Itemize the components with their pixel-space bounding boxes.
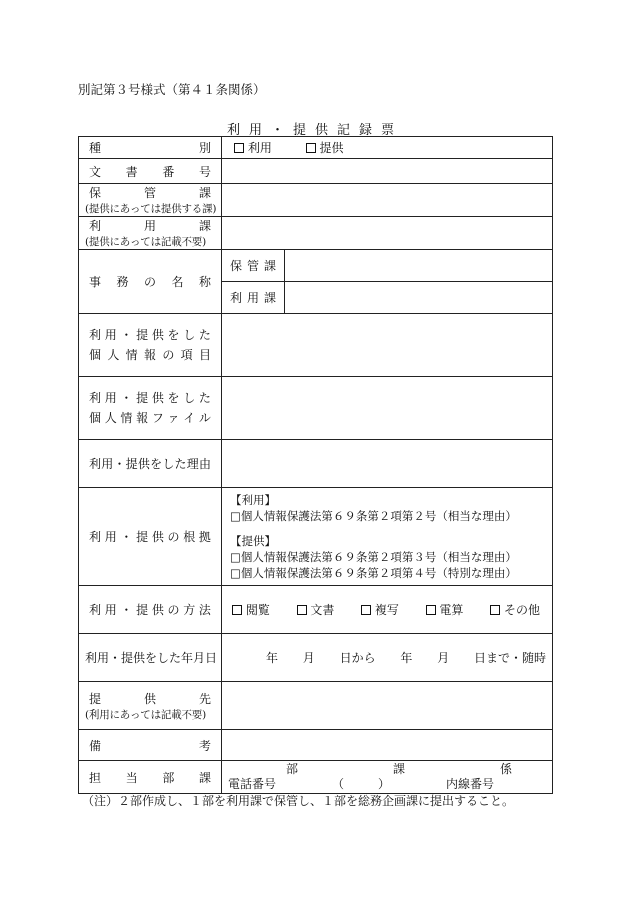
custody-dept-input[interactable] <box>222 184 553 217</box>
user-dept-input[interactable] <box>222 217 553 250</box>
custody-dept-note: (提供にあっては提供する課) <box>85 203 217 215</box>
personal-info-items-row <box>79 314 553 377</box>
basis-provide-option-2[interactable]: □個人情報保護法第６９条第２項第４号（特別な理由） <box>230 566 517 580</box>
kind-label: 種 別 <box>89 141 211 155</box>
method-copy-checkbox[interactable] <box>361 605 371 615</box>
remarks-row <box>79 730 553 761</box>
date-row <box>79 634 553 682</box>
kind-row <box>79 137 553 159</box>
method-copy-label: 複写 <box>374 603 399 617</box>
method-other-label: その他 <box>503 603 540 617</box>
date-month-2: 月 <box>437 651 450 665</box>
method-row <box>79 586 553 634</box>
personal-info-file-input[interactable] <box>222 377 553 440</box>
use-option-label: 利用 <box>247 141 272 155</box>
method-computer-checkbox[interactable] <box>426 605 436 615</box>
recipient-input[interactable] <box>222 682 553 730</box>
affair-custody-sublabel: 保 管 課 <box>230 259 276 273</box>
dept-paren-open: （ <box>331 777 344 791</box>
reason-label: 利 用 ・ 提 供 を し た 理 由 <box>89 457 211 471</box>
user-dept-note: (提供にあっては記載不要) <box>85 236 206 248</box>
date-cell[interactable] <box>222 634 553 682</box>
recipient-label: 提 供 先 <box>89 691 211 706</box>
date-from: 日から <box>339 651 376 665</box>
legal-basis-label: 利 用 ・ 提 供 の 根 拠 <box>89 530 211 544</box>
kind-value-cell <box>222 137 553 159</box>
basis-provide-option-1[interactable]: □個人情報保護法第６９条第２項第３号（相当な理由） <box>230 550 517 564</box>
method-other-checkbox[interactable] <box>490 605 500 615</box>
dept-kakari: 係 <box>500 762 513 776</box>
footer-note: （注）２部作成し、１部を利用課で保管し、１部を総務企画課に提出すること。 <box>82 794 515 808</box>
reason-row <box>79 440 553 488</box>
custody-dept-row <box>79 184 553 217</box>
document-number-input[interactable] <box>222 159 553 184</box>
form-number-header: 別記第３号様式（第４１条関係） <box>78 82 266 97</box>
basis-use-option-1[interactable]: □個人情報保護法第６９条第２項第２号（相当な理由） <box>230 509 517 523</box>
affair-name-label: 事 務 の 名 称 <box>89 275 211 289</box>
method-document-label: 文書 <box>310 603 335 617</box>
dept-paren-close: ） <box>378 777 391 791</box>
affair-user-sublabel: 利 用 課 <box>230 291 276 305</box>
personal-info-items-input[interactable] <box>222 314 553 377</box>
document-number-label: 文 書 番 号 <box>89 164 211 179</box>
dept-bu: 部 <box>286 762 299 776</box>
dept-in-charge-row <box>79 761 553 794</box>
method-view-checkbox[interactable] <box>232 605 242 615</box>
document-number-row <box>79 159 553 184</box>
date-year-2: 年 <box>400 651 413 665</box>
method-document-checkbox[interactable] <box>297 605 307 615</box>
dept-in-charge-label: 担 当 部 課 <box>89 770 211 785</box>
legal-basis-cell <box>222 488 553 586</box>
date-label: 利用・提供をした年月日 <box>85 651 218 665</box>
file-label-line1: 利 用 ・ 提 供 を し た <box>89 391 211 405</box>
affair-name-row-1 <box>79 250 553 282</box>
items-label-line1: 利 用 ・ 提 供 を し た <box>89 328 211 342</box>
method-view-label: 閲覧 <box>245 603 270 617</box>
method-computer-label: 電算 <box>439 603 464 617</box>
basis-use-heading: 【利用】 <box>230 493 276 507</box>
method-label: 利 用 ・ 提 供 の 方 法 <box>89 603 211 617</box>
provide-option-label: 提供 <box>319 141 344 155</box>
record-form-table <box>78 136 553 794</box>
remarks-label: 備 考 <box>89 738 211 753</box>
recipient-note: (利用にあっては記載不要) <box>85 708 206 721</box>
basis-provide-heading: 【提供】 <box>230 534 276 548</box>
affair-user-input[interactable] <box>285 282 553 314</box>
dept-tel-label: 電話番号 <box>228 777 277 791</box>
dept-extension-label: 内線番号 <box>445 777 494 791</box>
dept-ka: 課 <box>393 762 406 776</box>
user-dept-row <box>79 217 553 250</box>
personal-info-file-row <box>79 377 553 440</box>
method-cell <box>222 586 553 634</box>
reason-input[interactable] <box>222 440 553 488</box>
remarks-input[interactable] <box>222 730 553 761</box>
dept-in-charge-cell[interactable] <box>222 761 553 794</box>
provide-checkbox[interactable] <box>306 143 316 153</box>
user-dept-label: 利 用 課 <box>89 219 211 233</box>
affair-custody-input[interactable] <box>285 250 553 282</box>
form-title: 利用・提供記録票 <box>226 123 403 138</box>
date-month-1: 月 <box>302 651 315 665</box>
recipient-row <box>79 682 553 730</box>
legal-basis-row <box>79 488 553 586</box>
date-until: 日まで・随時 <box>473 651 546 665</box>
file-label-line2: 個 人 情 報 フ ァ イ ル <box>89 411 211 425</box>
custody-dept-label: 保 管 課 <box>89 186 211 200</box>
date-year-1: 年 <box>266 651 279 665</box>
items-label-line2: 個 人 情 報 の 項 目 <box>89 348 211 362</box>
use-checkbox[interactable] <box>234 143 244 153</box>
